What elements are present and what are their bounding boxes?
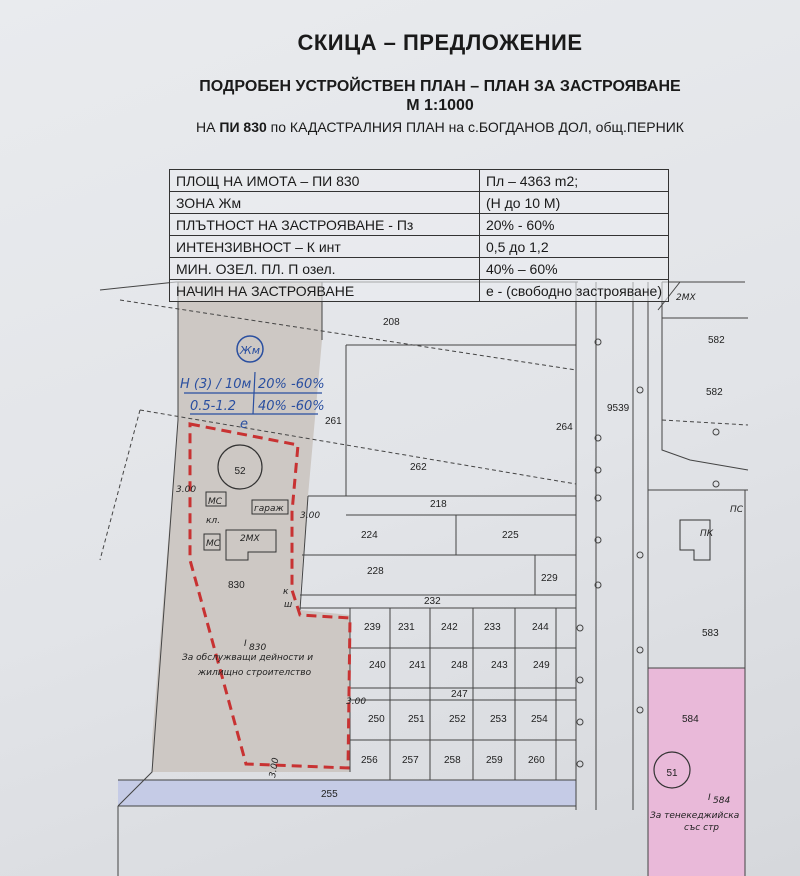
right-i584: I [708,793,711,803]
block-51-label: 51 [666,768,678,779]
dist-bottom: 3.00 [346,697,367,707]
param-key: НАЧИН НА ЗАСТРОЯВАНЕ [170,280,480,302]
mc-label: МС [206,539,221,549]
param-key: ПЛЪТНОСТ НА ЗАСТРОЯВАНЕ - Пз [170,214,480,236]
parcel-number: 264 [556,422,573,433]
block-52-label: 52 [234,466,246,477]
param-value: Пл – 4363 m2; [479,170,668,192]
parcel-number: 262 [410,462,427,473]
parcel-number: 252 [449,714,466,725]
plot-584-fill [648,668,745,876]
parcel-number: 243 [491,660,508,671]
parcel-number: 208 [383,317,400,328]
parcel-number: 255 [321,789,338,800]
parcel-number: 240 [369,660,386,671]
param-row [170,170,669,192]
parcel-number: 224 [361,530,378,541]
parcel-number: 241 [409,660,426,671]
param-row [170,280,669,302]
parcel-number: 244 [532,622,549,633]
param-key: ИНТЕНЗИВНОСТ – К инт [170,236,480,258]
param-row [170,236,669,258]
parcel-number: 582 [708,335,725,346]
zone-symbol: Жм [239,344,261,357]
plan-scale: М 1:1000 [406,97,474,114]
plot-830-label: 830 [228,580,245,591]
param-value: 0,5 до 1,2 [479,236,668,258]
param-key: МИН. ОЗЕЛ. ПЛ. П озел. [170,258,480,280]
parcel-number: 239 [364,622,381,633]
param-row [170,258,669,280]
parcel-number: 249 [533,660,550,671]
parcel-number: 582 [706,387,723,398]
purpose-line-2: жилищно строителство [198,668,312,678]
parcel-number: 250 [368,714,385,725]
parcel-number: 254 [531,714,548,725]
param-row [170,192,669,214]
parcel-number: 260 [528,755,545,766]
param-value: (Н до 10 М) [479,192,668,214]
parcel-number: 584 [682,714,699,725]
location-prefix: НА [196,119,216,135]
ms-label: МС [208,497,223,507]
zone-height: Н (3) / 10м [180,377,252,392]
zone-mode: е [240,417,248,432]
parcel-number: 251 [408,714,425,725]
param-value: е - (свободно застрояване) [479,280,668,302]
plan-subtitle: ПОДРОБЕН УСТРОЙСТВЕН ПЛАН – ПЛАН ЗА ЗАСТРОЯВАНЕ [199,78,681,95]
document-title: СКИЦА – ПРЕДЛОЖЕНИЕ [297,30,583,55]
dist-right: 3.00 [300,511,321,521]
param-value: 20% - 60% [479,214,668,236]
parcel-number: 253 [490,714,507,725]
parcel-number: 228 [367,566,384,577]
location-pi: ПИ 830 [219,119,267,135]
parcel-number: 583 [702,628,719,639]
parcel-number: 218 [430,499,447,510]
parcel-number: 261 [325,416,342,427]
well-label: к [283,587,289,597]
zone-density: 20% -60% [258,377,325,392]
parcel-number: 257 [402,755,419,766]
right-2mh: 2МХ [676,293,696,303]
purpose-id: I [244,639,247,649]
location-place: с.БОГДАНОВ ДОЛ, общ.ПЕРНИК [467,119,684,135]
dist-vertical: 3.00 [268,757,282,779]
garage-label: гараж [254,504,284,514]
location-mid: по КАДАСТРАЛНИЯ ПЛАН на [270,119,465,135]
parcel-number: 256 [361,755,378,766]
kl-label: кл. [206,516,221,526]
parameters-table [169,169,669,302]
parcel-number: 225 [502,530,519,541]
right-pk: ПК [700,529,714,539]
parcel-number: 9539 [607,403,630,414]
purpose-line-1: За обслужващи дейности и [182,653,314,663]
right-ps: ПС [730,505,744,515]
parcel-number: 232 [424,596,441,607]
param-value: 40% – 60% [479,258,668,280]
param-key: ЗОНА Жм [170,192,480,214]
param-row [170,214,669,236]
parcel-number: 229 [541,573,558,584]
road-strip [118,780,576,806]
purpose-id-sub: 830 [249,643,267,653]
2mh-label: 2МХ [240,534,260,544]
right-note-2: със стр [684,823,720,833]
right-i584-sub: 584 [713,796,731,806]
parcel-number: 233 [484,622,501,633]
parcel-number: 258 [444,755,461,766]
zone-green: 40% -60% [258,399,325,414]
parcel-number: 248 [451,660,468,671]
parcel-number: 247 [451,689,468,700]
zone-intensity: 0.5-1.2 [190,399,237,414]
dist-left: 3.00 [176,485,197,495]
parcel-number: 259 [486,755,503,766]
param-key: ПЛОЩ НА ИМОТА – ПИ 830 [170,170,480,192]
sh-label: ш [284,600,293,610]
parcel-number: 231 [398,622,415,633]
right-note-1: За тенекеджийска [650,811,740,821]
parcel-number: 242 [441,622,458,633]
